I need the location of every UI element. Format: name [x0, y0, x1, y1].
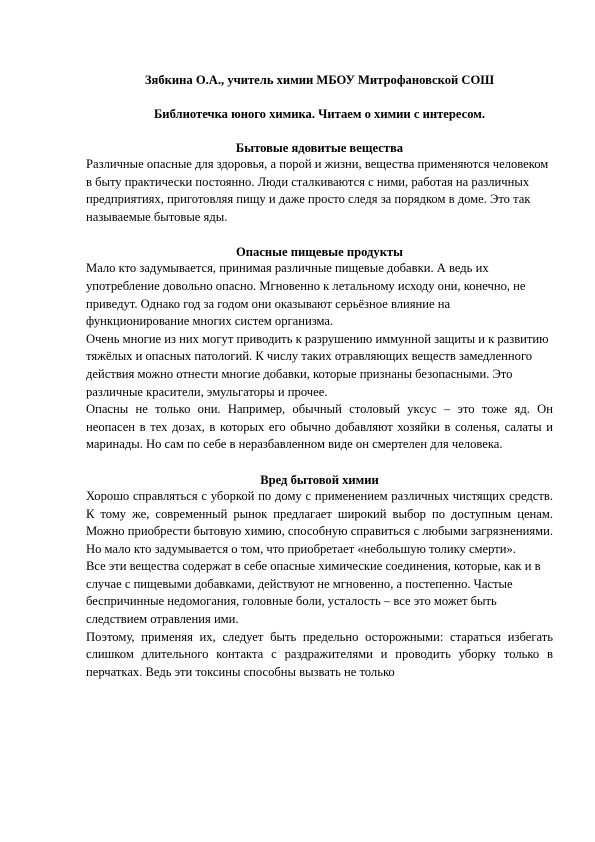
section-heading-household-poisons: Бытовые ядовитые вещества — [235, 141, 404, 155]
paragraph: Все эти вещества содержат в себе опасные химические соединения, которые, как и в случае с пищевыми добавками, действуют не мгновенно, а постепенно. Частые беспричинные недомогания, головные боли, усталость – все это может быть следствием отравления ими. — [86, 559, 541, 627]
paragraph: Мало кто задумывается, принимая различные пищевые добавки. А ведь их употребление довольно опасно. Мгновенно к летальному исходу они, конечно, не приведут. Однако год за годом они оказывают серьёзное влияние на функционирование многих систем организма. — [86, 261, 526, 329]
section-heading-dangerous-food: Опасные пищевые продукты — [235, 245, 403, 260]
paragraph: Очень многие из них могут приводить к разрушению иммунной защиты и к развитию тяжёлых и опасных патологий. К числу таких отравляющих веществ замедленного действия можно отнести многие добавки, которые признаны безопасными. Это различные красители, эмульгаторы и прочее. — [86, 331, 549, 399]
paragraph: Хорошо справляться с уборкой по дому с применением различных чистящих средств. К тому же, современный рынок предлагает широкий выбор по доступным ценам. Можно приобрести бытовую химию, способную справиться с любыми загрязнениями. Но мало кто задумывается о том, что приобретает «небольшую толику смерти». — [86, 488, 553, 556]
paragraph: Различные опасные для здоровья, а порой и жизни, вещества применяются человеком в быту практически постоянно. Люди сталкиваются с ними, работая на различных предприятиях, приготовляя пищу и даже просто следя за порядком в доме. Это так называемые бытовые яды. — [86, 157, 549, 224]
author-line: Зябкина О.А., учитель химии МБОУ Митрофановской СОШ — [144, 73, 495, 87]
document-page — [86, 62, 553, 681]
paragraph: Опасны не только они. Например, обычный столовый уксус – это тоже яд. Он неопасен в тех дозах, в которых его обычно добавляют хозяйки в соленья, салаты и маринады. Но сам по себе в неразбавленном виде он смертелен для человека. — [86, 402, 553, 452]
document-subtitle: Библиотечка юного химика. Читаем о химии с интересом. — [153, 107, 485, 121]
paragraph: Поэтому, применяя их, следует быть предельно осторожными: стараться избегать слишком длительного контакта с раздражителями и проводить уборку только в перчатках. Ведь эти токсины способны вызвать не только — [86, 629, 553, 679]
section-heading-household-chemicals: Вред бытовой химии — [260, 472, 379, 487]
